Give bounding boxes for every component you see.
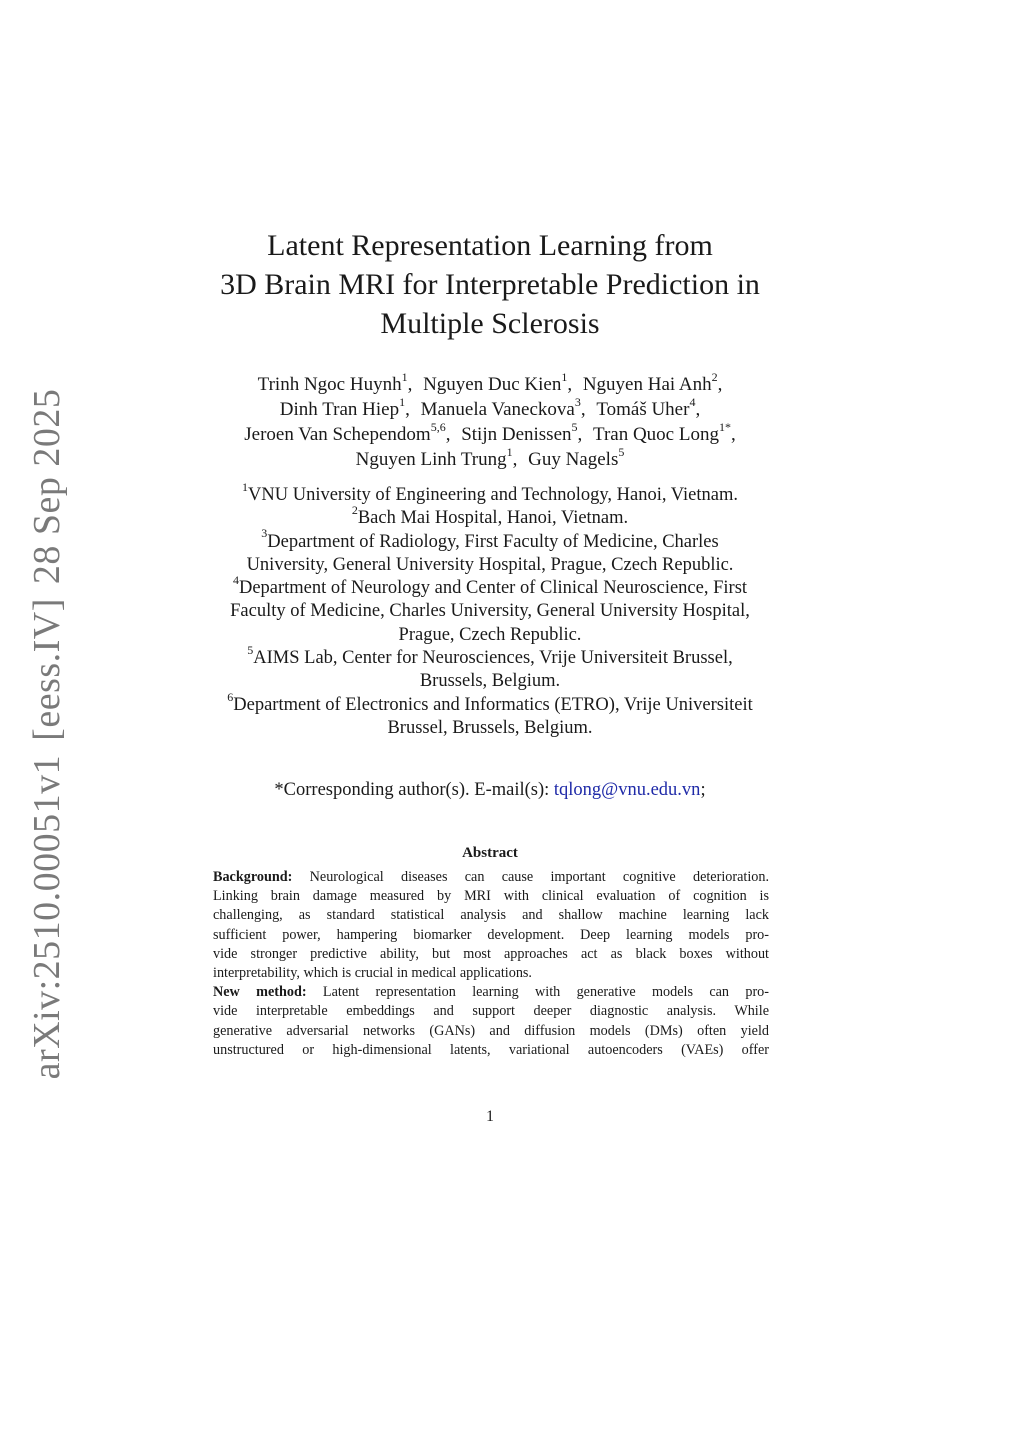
author-name: Dinh Tran Hiep	[279, 399, 400, 420]
author-line	[170, 369, 810, 397]
method-label: New method:	[213, 984, 307, 1001]
affiliation-line	[150, 526, 830, 554]
author	[528, 444, 625, 470]
affiliation-line	[150, 670, 830, 693]
author-affiliation-mark: 1	[561, 369, 568, 384]
arxiv-stamp	[25, 375, 69, 1080]
abstract-line: vide stronger predictive ability, but most approaches act as black boxes without	[213, 945, 769, 962]
author-name: Stijn Denissen	[461, 424, 572, 445]
author-affiliation-mark: 1	[506, 444, 513, 459]
title-line: Multiple Sclerosis	[380, 307, 600, 340]
affiliation-text: Department of Radiology, First Faculty of Medicine, Charles	[267, 531, 719, 552]
author-affiliation-mark: 1*	[718, 419, 731, 434]
author-affiliation-mark: 5,6	[430, 419, 446, 434]
affiliation-text: Prague, Czech Republic.	[398, 624, 582, 645]
corresponding-prefix: *Corresponding author(s). E-mail(s):	[274, 780, 554, 800]
arxiv-category: [eess.IV]	[26, 598, 68, 741]
author: Manuela Vaneckova$^3$,	[420, 394, 586, 420]
affiliation-text: Bach Mai Hospital, Hanoi, Vietnam.	[357, 508, 629, 529]
author-affiliation-mark: 3	[574, 394, 581, 409]
author-name: Nguyen Linh Trung	[355, 449, 507, 470]
author-affiliation-mark: 2	[711, 369, 718, 384]
affiliation-text: Department of Electronics and Informatics (ETRO), Vrije Universiteit	[233, 694, 753, 715]
affiliation-mark: 1	[242, 479, 248, 494]
affiliation-mark: 6	[227, 689, 234, 704]
affiliation-text: Brussel, Brussels, Belgium.	[387, 717, 593, 738]
author: Dinh Tran Hiep$^1$,	[279, 394, 410, 420]
author-line	[170, 394, 810, 422]
affiliation-mark: 2	[351, 503, 358, 518]
affiliation-text: VNU University of Engineering and Technology, Hanoi, Vietnam.	[248, 485, 738, 505]
abstract-line: unstructured or high-dimensional latents, variational autoencoders (VAEs) offer	[213, 1041, 769, 1058]
corresponding-author	[150, 780, 830, 801]
affiliation-line	[150, 554, 830, 577]
abstract-text: Neurological diseases can cause important cognitive deterioration.	[292, 869, 769, 885]
affiliation-line	[150, 689, 830, 717]
page-number: 1	[486, 1108, 494, 1125]
corresponding-suffix: ;	[700, 780, 706, 800]
author-name: Nguyen Duc Kien	[423, 374, 562, 395]
abstract-line	[213, 983, 769, 1002]
abstract-line: interpretability, which is crucial in medical applications.	[213, 964, 532, 981]
affiliation-line	[150, 600, 830, 623]
abstract-heading: Abstract	[462, 845, 518, 861]
title-line: 3D Brain MRI for Interpretable Prediction in	[220, 268, 760, 301]
abstract-line: sufficient power, hampering biomarker development. Deep learning models pro-	[213, 926, 769, 943]
author-name: Guy Nagels	[528, 449, 619, 470]
author: Stijn Denissen$^5$,	[461, 419, 583, 445]
background-label: Background:	[213, 869, 293, 885]
author: Jeroen Van Schependom$^{5,6}$,	[244, 419, 451, 445]
abstract-line: challenging, as standard statistical analysis and shallow machine learning lack	[213, 907, 769, 924]
arxiv-id: arXiv:2510.00051v1	[26, 754, 68, 1080]
affiliation-mark: 5	[247, 642, 254, 657]
author-name: Nguyen Hai Anh	[582, 374, 712, 395]
author-affiliation-mark: 4	[689, 394, 696, 409]
arxiv-date: 28 Sep 2025	[26, 388, 68, 585]
affiliation-mark: 4	[232, 573, 239, 588]
email-link[interactable]: tqlong@vnu.edu.vn	[553, 780, 701, 800]
abstract-body	[213, 868, 769, 1060]
author: Tran Quoc Long$^{1*}$,	[593, 419, 736, 445]
affiliation-line	[150, 717, 830, 740]
title-line: Latent Representation Learning from	[267, 229, 713, 262]
author-name: Jeroen Van Schependom	[244, 424, 431, 445]
author-affiliation-mark: 1	[401, 369, 408, 384]
author-name: Tomáš Uher	[596, 399, 690, 420]
affiliation-text: Department of Neurology and Center of Clinical Neuroscience, First	[238, 578, 748, 599]
affiliation-list	[150, 479, 830, 740]
affiliation-line	[150, 503, 830, 530]
author-name: Manuela Vaneckova	[420, 399, 575, 420]
affiliation-text: University, General University Hospital, Prague, Czech Republic.	[246, 554, 734, 575]
abstract-line	[213, 868, 769, 887]
affiliation-line	[150, 479, 830, 507]
author-name: Trinh Ngoc Huynh	[257, 374, 402, 395]
affiliation-text: Brussels, Belgium.	[419, 671, 561, 692]
author: Trinh Ngoc Huynh$^1$,	[257, 369, 413, 395]
abstract-line: Linking brain damage measured by MRI with clinical evaluation of cognition is	[213, 888, 769, 905]
affiliation-text: AIMS Lab, Center for Neurosciences, Vrije Universiteit Brussel,	[253, 648, 733, 669]
abstract-line: vide interpretable embeddings and support deeper diagnostic analysis. While	[213, 1003, 769, 1020]
author-affiliation-mark: 5	[571, 419, 578, 434]
author-line	[170, 419, 810, 447]
author: Nguyen Linh Trung$^1$,	[355, 444, 518, 470]
affiliation-mark: 3	[261, 526, 268, 541]
author-list	[170, 369, 810, 472]
author-name: Tran Quoc Long	[593, 424, 719, 445]
author: Tomáš Uher$^4$,	[596, 394, 701, 420]
abstract-text: Latent representation learning with generative models can pro-	[306, 984, 769, 1001]
paper-title	[190, 226, 790, 343]
author-line	[170, 444, 810, 472]
author: Nguyen Duc Kien$^1$,	[423, 369, 573, 395]
affiliation-line	[150, 642, 830, 670]
author-affiliation-mark: 1	[399, 394, 406, 409]
affiliation-line	[150, 573, 830, 600]
abstract-line: generative adversarial networks (GANs) and diffusion models (DMs) often yield	[213, 1022, 769, 1039]
author-affiliation-mark: 5	[618, 444, 625, 459]
author: Nguyen Hai Anh$^2$,	[582, 369, 723, 395]
affiliation-text: Faculty of Medicine, Charles University, General University Hospital,	[230, 601, 750, 622]
